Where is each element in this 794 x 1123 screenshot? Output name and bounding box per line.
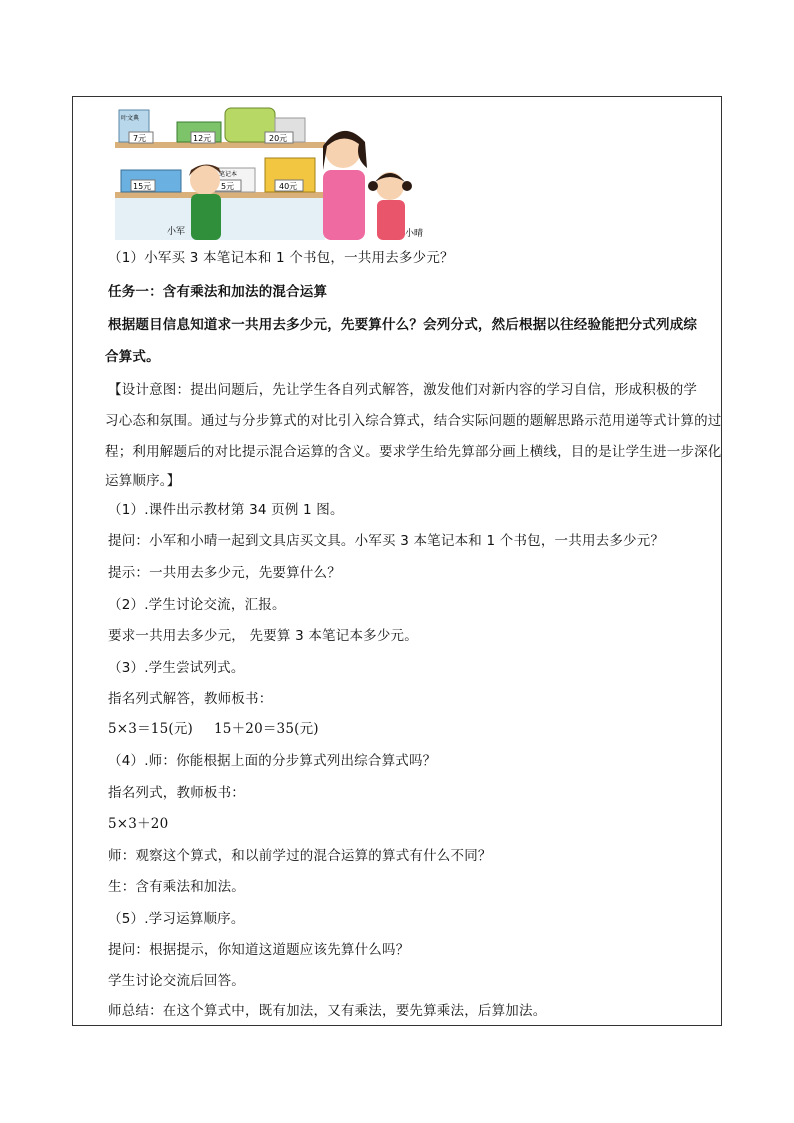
equation-1: 5×3＝15(元) xyxy=(108,721,194,737)
step-1: （1）.课件出示教材第 34 页例 1 图。 xyxy=(108,502,344,518)
design-intent-3: 程；利用解题后的对比提示混合运算的含义。要求学生给先算部分画上横线，目的是让学生进一步深化 xyxy=(105,444,722,460)
girl-name: 小晴 xyxy=(405,229,424,239)
teacher-summary: 师总结：在这个算式中，既有加法，又有乘法，要先算乘法，后算加法。 xyxy=(108,1003,547,1019)
price-tag: 5元 xyxy=(221,182,235,191)
step-3: （3）.学生尝试列式。 xyxy=(108,660,245,676)
hint-line-2: 合算式。 xyxy=(105,349,160,365)
book-label: 叶文典 xyxy=(121,115,140,122)
name-list: 指名列式解答，教师板书： xyxy=(108,691,273,707)
step-4: （4）.师：你能根据上面的分步算式列出综合算式吗？ xyxy=(108,753,437,769)
student-answer: 生：含有乘法和加法。 xyxy=(108,879,245,895)
tip-1: 提示：一共用去多少元，先要算什么？ xyxy=(108,565,341,581)
hint-line-1: 根据题目信息知道求一共用去多少元，先要算什么？会列分式，然后根据以往经验能把分式列成综 xyxy=(108,317,698,333)
teacher-question: 师：观察这个算式，和以前学过的混合运算的算式有什么不同？ xyxy=(108,848,492,864)
price-tag: 40元 xyxy=(279,182,298,191)
price-tag: 7元 xyxy=(133,134,147,143)
price-tag: 20元 xyxy=(269,134,288,143)
price-tag: 12元 xyxy=(193,134,212,143)
requirement: 要求一共用去多少元， 先要算 3 本笔记本多少元。 xyxy=(108,628,418,644)
step-2: （2）.学生讨论交流，汇报。 xyxy=(108,597,286,613)
price-tag: 15元 xyxy=(133,182,152,191)
design-intent-4: 运算顺序。】 xyxy=(105,473,181,489)
question-1: （1）小军买 3 本笔记本和 1 个书包，一共用去多少元？ xyxy=(108,250,454,266)
equation-2: 15＋20＝35(元) xyxy=(214,721,319,737)
design-intent-1: 【设计意图：提出问题后，先让学生各自列式解答，激发他们对新内容的学习自信，形成积极的学 xyxy=(108,382,698,398)
book-label: 笔记本 xyxy=(219,171,238,178)
design-intent-2: 习心态和氛围。通过与分步算式的对比引入综合算式，结合实际问题的题解思路示范用递等式计算的过 xyxy=(105,413,722,429)
ask-1: 提问：小军和小晴一起到文具店买文具。小军买 3 本笔记本和 1 个书包，一共用去多少元？ xyxy=(108,533,665,549)
step-5: （5）.学习运算顺序。 xyxy=(108,911,245,927)
answer-after: 学生讨论交流后回答。 xyxy=(108,973,245,989)
equation-3: 5×3＋20 xyxy=(108,816,169,832)
ask-2: 提问：根据提示，你知道这道题应该先算什么吗？ xyxy=(108,942,410,958)
boy-name: 小军 xyxy=(167,227,186,237)
task-heading: 任务一：含有乘法和加法的混合运算 xyxy=(108,284,328,300)
name-list-2: 指名列式，教师板书： xyxy=(108,785,245,801)
stationery-shop-illustration xyxy=(115,98,435,240)
